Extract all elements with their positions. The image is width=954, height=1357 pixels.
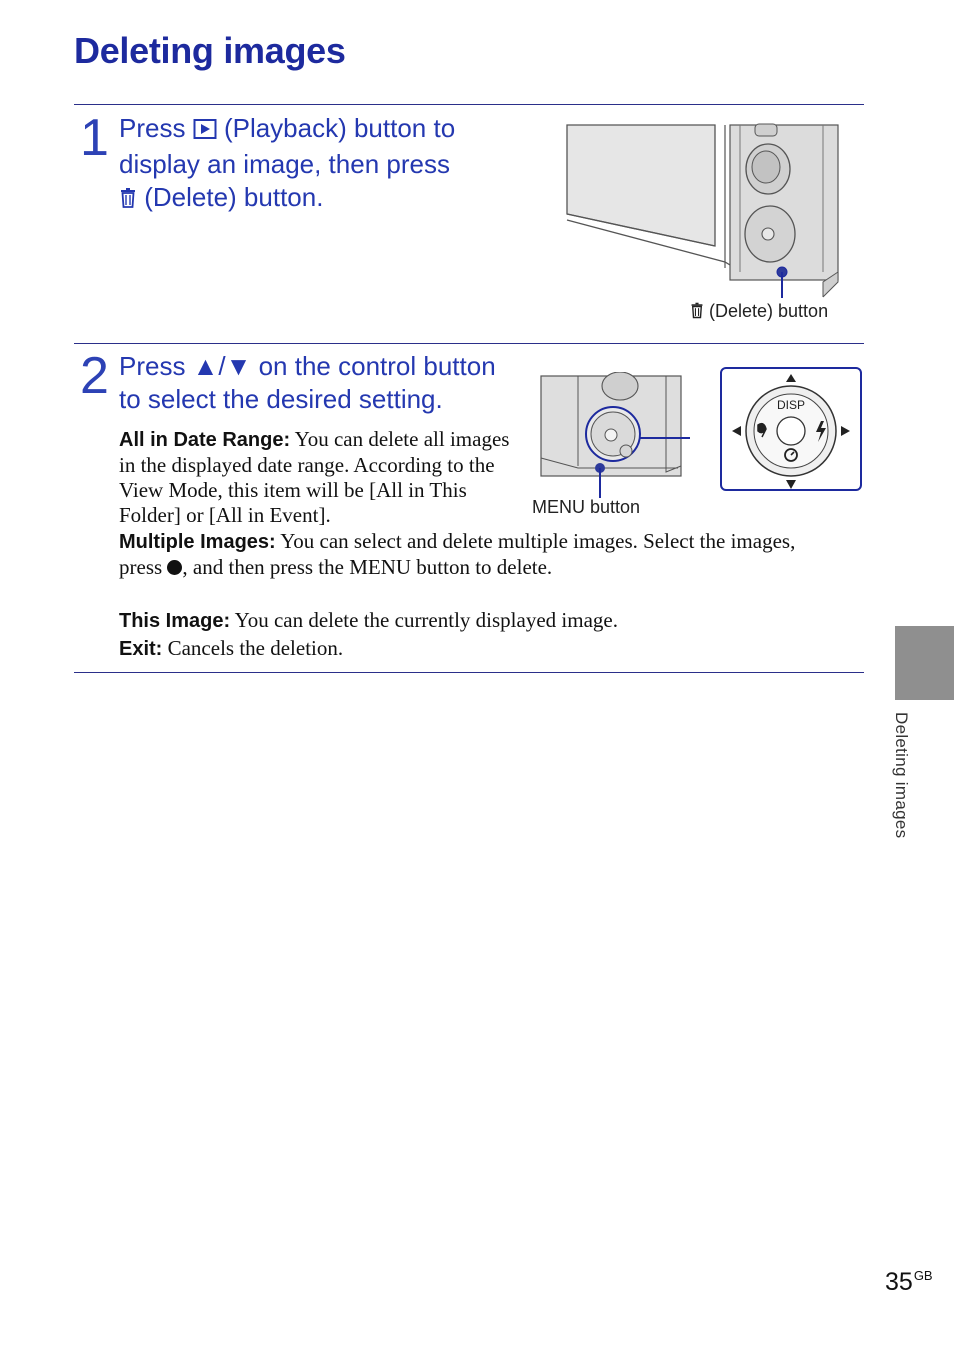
option-this-image	[119, 608, 839, 634]
step-1-text-c: display an image, then press	[119, 149, 450, 179]
camera-back-illustration	[565, 122, 841, 298]
side-tab-label: Deleting images	[892, 712, 911, 839]
side-tab	[895, 626, 954, 700]
down-arrow-icon	[786, 480, 796, 489]
step-1-text-a: Press	[119, 113, 186, 143]
option-exit	[119, 636, 839, 662]
trash-icon	[690, 301, 704, 325]
step-1-number: 1	[80, 109, 109, 167]
delete-button-caption-text: (Delete) button	[709, 301, 829, 321]
up-arrow-icon	[786, 374, 796, 382]
term-this-image: This Image:	[119, 610, 231, 632]
center-dot-icon	[167, 560, 182, 575]
divider-bottom	[74, 672, 864, 673]
step-2-number: 2	[80, 347, 109, 405]
page-number-suffix: GB	[913, 1268, 933, 1283]
trash-icon	[119, 184, 137, 217]
left-arrow-icon	[732, 426, 741, 436]
desc-exit: Cancels the deletion.	[167, 636, 344, 660]
step-2-text-a: Press ▲/▼ on the control button	[119, 351, 496, 381]
term-all-in-date-range: All in Date Range:	[119, 429, 291, 451]
step-1-text-b: (Playback) button to	[223, 113, 456, 143]
delete-button-caption	[690, 301, 828, 325]
desc-all-in-date-range: You can delete all images in the displayed date range. According to the View Mode, this item will be [All in This Folder] or [All in Event].	[119, 427, 510, 527]
playback-icon	[193, 115, 217, 148]
option-all-in-date-range	[119, 427, 514, 528]
control-dial-detail	[720, 367, 862, 491]
control-dial	[722, 369, 860, 489]
disp-label: DISP	[776, 398, 806, 412]
desc-this-image: You can delete the currently displayed image.	[234, 608, 618, 632]
step-1-text-d: (Delete) button.	[144, 182, 324, 212]
divider-top	[74, 104, 864, 105]
divider-middle	[74, 343, 864, 344]
term-multiple-images: Multiple Images:	[119, 531, 276, 553]
right-arrow-icon	[841, 426, 850, 436]
desc-multiple-images-a: You can select and delete multiple images. Select the images, press	[119, 529, 796, 579]
option-multiple-images	[119, 529, 839, 580]
page-number	[885, 1268, 933, 1297]
camera-control-illustration	[538, 372, 690, 502]
term-exit: Exit:	[119, 638, 163, 660]
step-1-instruction	[119, 112, 539, 217]
step-2-text-b: to select the desired setting.	[119, 384, 443, 414]
desc-multiple-images-b: , and then press the MENU button to delete.	[182, 555, 553, 579]
step-2-instruction	[119, 350, 519, 416]
page-number-value: 35	[885, 1268, 913, 1296]
page-title: Deleting images	[74, 30, 346, 71]
menu-button-caption: MENU button	[532, 497, 641, 517]
